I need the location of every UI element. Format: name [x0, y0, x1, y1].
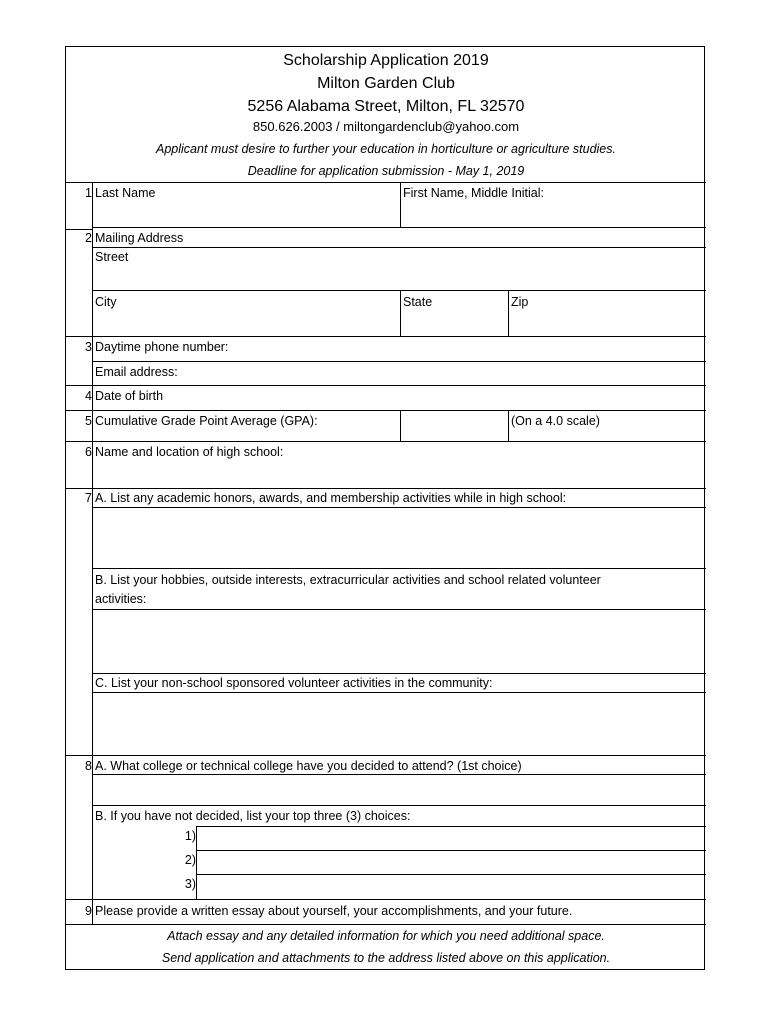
column-divider	[400, 290, 401, 336]
choice-1-input[interactable]	[197, 827, 706, 850]
row-divider	[92, 673, 706, 674]
row-number: 5	[85, 414, 92, 428]
row-divider	[66, 385, 706, 386]
row-divider	[92, 361, 706, 362]
footer-attach-note: Attach essay and any detailed information for which you need additional space.	[167, 929, 605, 943]
choice-3-input[interactable]	[197, 875, 706, 899]
state-field[interactable]: State	[403, 295, 433, 309]
row-number: 9	[85, 904, 92, 918]
column-divider	[508, 410, 509, 441]
phone-field[interactable]: Daytime phone number:	[95, 340, 229, 354]
footer-send-note: Send application and attachments to the address listed above on this application.	[161, 951, 611, 965]
row-number: 2	[85, 231, 92, 245]
row-divider	[66, 229, 92, 230]
row-divider	[66, 182, 706, 183]
column-divider	[400, 182, 401, 227]
choice-1-label: 1)	[184, 829, 196, 843]
community-volunteer-label: C. List your non-school sponsored volunteer activities in the community:	[95, 676, 493, 690]
choice-2-input[interactable]	[197, 851, 706, 874]
row-divider	[66, 899, 706, 900]
row-divider	[66, 410, 706, 411]
choice-2-label: 2)	[184, 853, 196, 867]
last-name-field[interactable]: Last Name	[95, 186, 156, 200]
gpa-label: Cumulative Grade Point Average (GPA):	[95, 414, 318, 428]
row-number: 8	[85, 759, 92, 773]
gpa-input[interactable]	[401, 411, 508, 441]
row-divider	[92, 805, 706, 806]
row-divider	[92, 227, 706, 228]
hobbies-label-continued: activities:	[95, 592, 147, 606]
choice-3-label: 3)	[184, 877, 196, 891]
applicant-requirement: Applicant must desire to further your education in horticulture or agriculture studies.	[156, 142, 616, 156]
form-title: Scholarship Application 2019	[283, 52, 489, 69]
column-divider	[508, 290, 509, 336]
row-divider	[66, 441, 706, 442]
zip-field[interactable]: Zip	[511, 295, 529, 309]
row-divider	[66, 488, 706, 489]
row-number: 3	[85, 340, 92, 354]
academic-honors-input[interactable]	[93, 508, 706, 568]
hobbies-input[interactable]	[93, 610, 706, 673]
organization-name: Milton Garden Club	[317, 75, 455, 92]
academic-honors-label: A. List any academic honors, awards, and membership activities while in high school:	[95, 491, 567, 505]
row-divider	[66, 924, 706, 925]
date-of-birth-field[interactable]: Date of birth	[95, 389, 164, 403]
row-divider	[92, 247, 706, 248]
row-divider	[92, 568, 706, 569]
row-number: 4	[85, 389, 92, 403]
top-choices-label: B. If you have not decided, list your top three (3) choices:	[95, 809, 411, 823]
gpa-scale-note: (On a 4.0 scale)	[511, 414, 600, 428]
college-choice-input[interactable]	[93, 775, 706, 805]
contact-info: 850.626.2003 / miltongardenclub@yahoo.com	[252, 119, 520, 134]
community-volunteer-input[interactable]	[93, 693, 706, 755]
essay-instruction: Please provide a written essay about yourself, your accomplishments, and your future.	[95, 904, 573, 918]
street-field[interactable]: Street	[95, 250, 129, 264]
row-number: 7	[85, 491, 92, 505]
first-name-field[interactable]: First Name, Middle Initial:	[403, 186, 545, 200]
city-field[interactable]: City	[95, 295, 117, 309]
college-choice-label: A. What college or technical college have you decided to attend? (1st choice)	[95, 759, 522, 773]
row-divider	[66, 755, 706, 756]
scholarship-application-form	[65, 46, 705, 970]
hobbies-label: B. List your hobbies, outside interests, extracurricular activities and school related volunteer	[95, 573, 601, 587]
row-number: 1	[85, 186, 92, 200]
high-school-field[interactable]: Name and location of high school:	[95, 445, 284, 459]
mailing-address-label: Mailing Address	[95, 231, 184, 245]
organization-address: 5256 Alabama Street, Milton, FL 32570	[247, 98, 525, 115]
row-number: 6	[85, 445, 92, 459]
row-divider	[92, 290, 706, 291]
email-field[interactable]: Email address:	[95, 365, 178, 379]
row-divider	[66, 336, 706, 337]
submission-deadline: Deadline for application submission - May 1, 2019	[247, 164, 525, 178]
